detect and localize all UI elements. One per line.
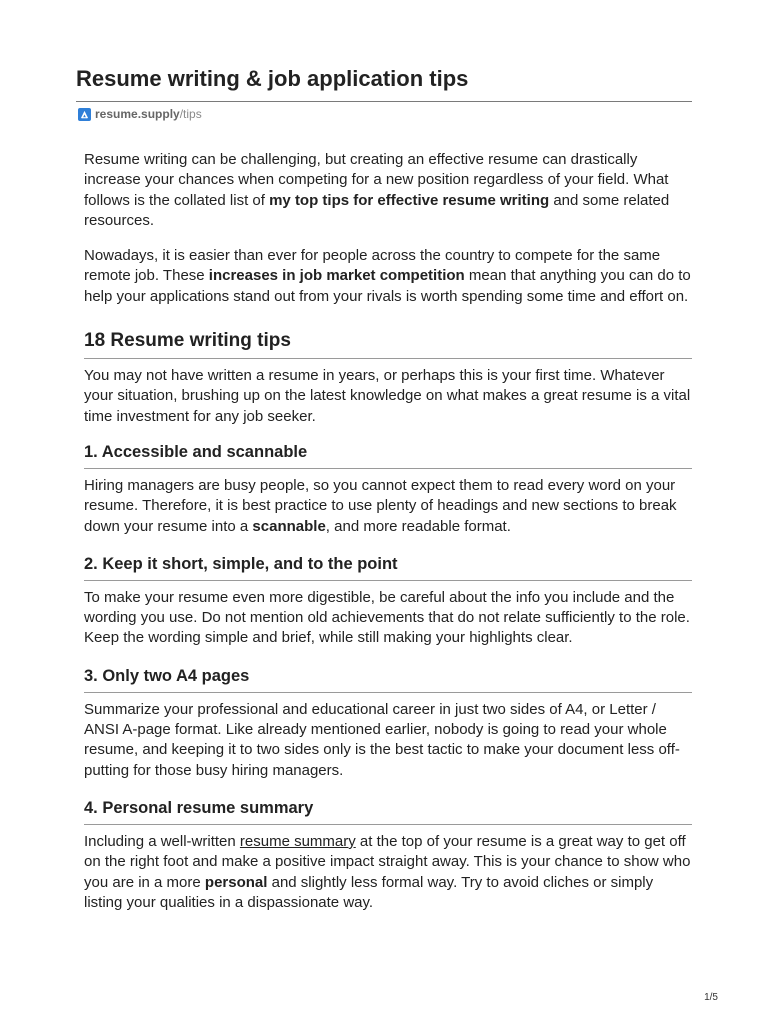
tip-body-1 [84,476,692,537]
section-heading-tips: 18 Resume writing tips [84,329,692,359]
intro-p2-text-end: mean that anything you can do to help your applications stand out from your rivals is worth spending some time and effort on. [84,267,691,305]
resume-supply-logo-glyph [80,110,89,119]
tip-4-text-end: and slightly less formal way. Try to avoid cliches or simply listing your qualities in a dispassionate way. [84,873,654,911]
source-line [78,106,202,122]
tip-4-text-middle: at the top of your resume is a great way to get off on the right foot and make a positive impact straight away. This is your chance to show who you are in a more [84,832,691,891]
source-domain-link[interactable]: resume.supply [95,107,180,121]
intro-p2-text: Nowadays, it is easier than ever for people across the country to compete for the same remote job. These [84,247,661,285]
tip-body-3: Summarize your professional and educational career in just two sides of A4, or Letter / ANSI A-page format. Like already mentioned earlier, nobody is going to read your whole resume, and keeping it to two sides only is the best tactic to make your document less off-putting for those busy hiring managers. [84,700,680,779]
tip-heading-4: 4. Personal resume summary [84,797,692,825]
tip-heading-3: 3. Only two A4 pages [84,665,692,693]
intro-p2-bold: increases in job market competition [208,267,465,285]
tip-4-text: Including a well-written [84,832,240,850]
tip-heading-1: 1. Accessible and scannable [84,441,692,469]
tip-body-2: To make your resume even more digestible, be careful about the info you include and the wording you use. Do not mention old achievements that do not relate sufficiently to the role. Keep the wording simple and brief, while still making your highlights clear. [84,588,690,647]
tip-1-text: Hiring managers are busy people, so you cannot expect them to read every word on your resume. Therefore, it is best practice to use plenty of headings and new sections to break down your resume into a [84,476,677,535]
resume-summary-link[interactable]: resume summary [239,832,356,850]
tip-heading-2: 2. Keep it short, simple, and to the point [84,553,692,581]
page-title: Resume writing & job application tips [76,66,469,91]
intro-p1-text: Resume writing can be challenging, but creating an effective resume can drastically increase your chances when competing for a new position regardless of your field. What follows is the collated list of [84,151,669,209]
title-divider [76,101,692,102]
intro-p1-text-end: and some related resources. [84,191,670,229]
resume-supply-logo-icon [78,108,91,121]
tip-body-4 [84,832,692,913]
tips-section-intro: You may not have written a resume in years, or perhaps this is your first time. Whatever your situation, brushing up on the latest knowledge on what makes a great resume is a vital time investment for any job seeker. [84,367,691,425]
tip-1-text-end: , and more readable format. [325,517,511,535]
intro-paragraph-2 [84,246,692,307]
intro-paragraph-1 [84,150,692,231]
intro-p1-bold: my top tips for effective resume writing [269,191,550,209]
tip-4-bold: personal [204,873,268,891]
source-path: /tips [179,107,202,121]
tip-1-bold: scannable [252,517,326,535]
article-body [84,150,692,913]
page-number: 1/5 [704,992,718,1003]
